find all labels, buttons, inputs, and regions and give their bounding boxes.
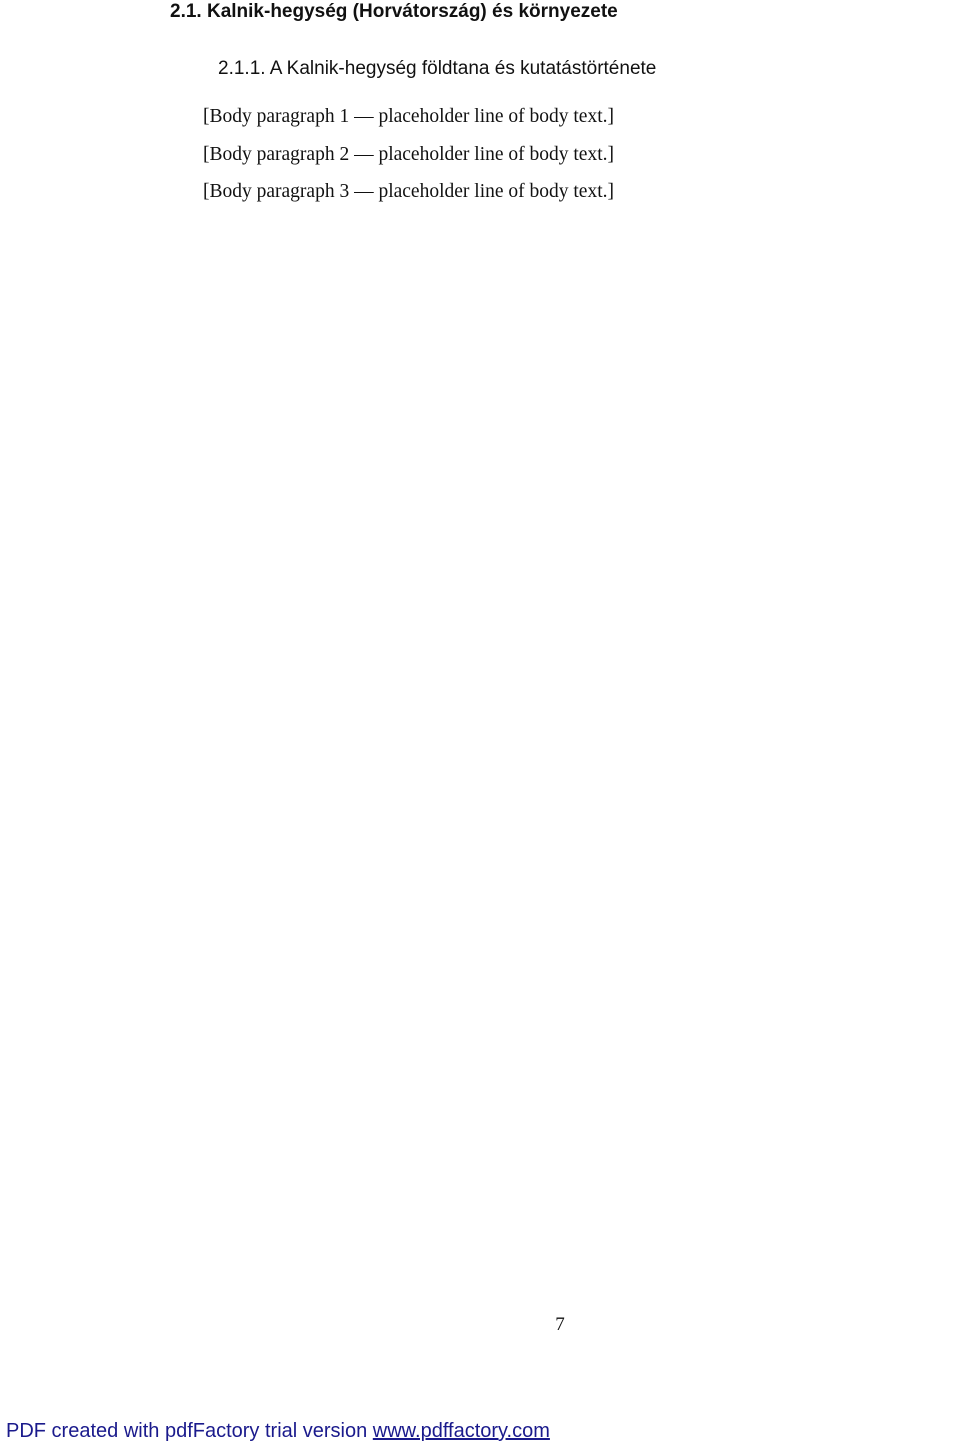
- section-heading: 2.1. Kalnik-hegység (Horvátország) és környezete: [170, 1, 618, 22]
- paragraph: [Body paragraph 1 — placeholder line of body text.]: [203, 106, 614, 127]
- paragraph: [Body paragraph 2 — placeholder line of body text.]: [203, 143, 614, 165]
- paragraph: [Body paragraph 3 — placeholder line of body text.]: [203, 181, 614, 203]
- page-number: 7: [555, 1314, 565, 1335]
- footer-banner: [6, 1418, 550, 1444]
- body-text: [170, 98, 956, 211]
- footer-text: PDF created with pdfFactory trial version: [6, 1420, 373, 1442]
- subsection-heading: 2.1.1. A Kalnik-hegység földtana és kutatástörténete: [218, 58, 657, 79]
- footer-link[interactable]: www.pdffactory.com: [372, 1420, 550, 1442]
